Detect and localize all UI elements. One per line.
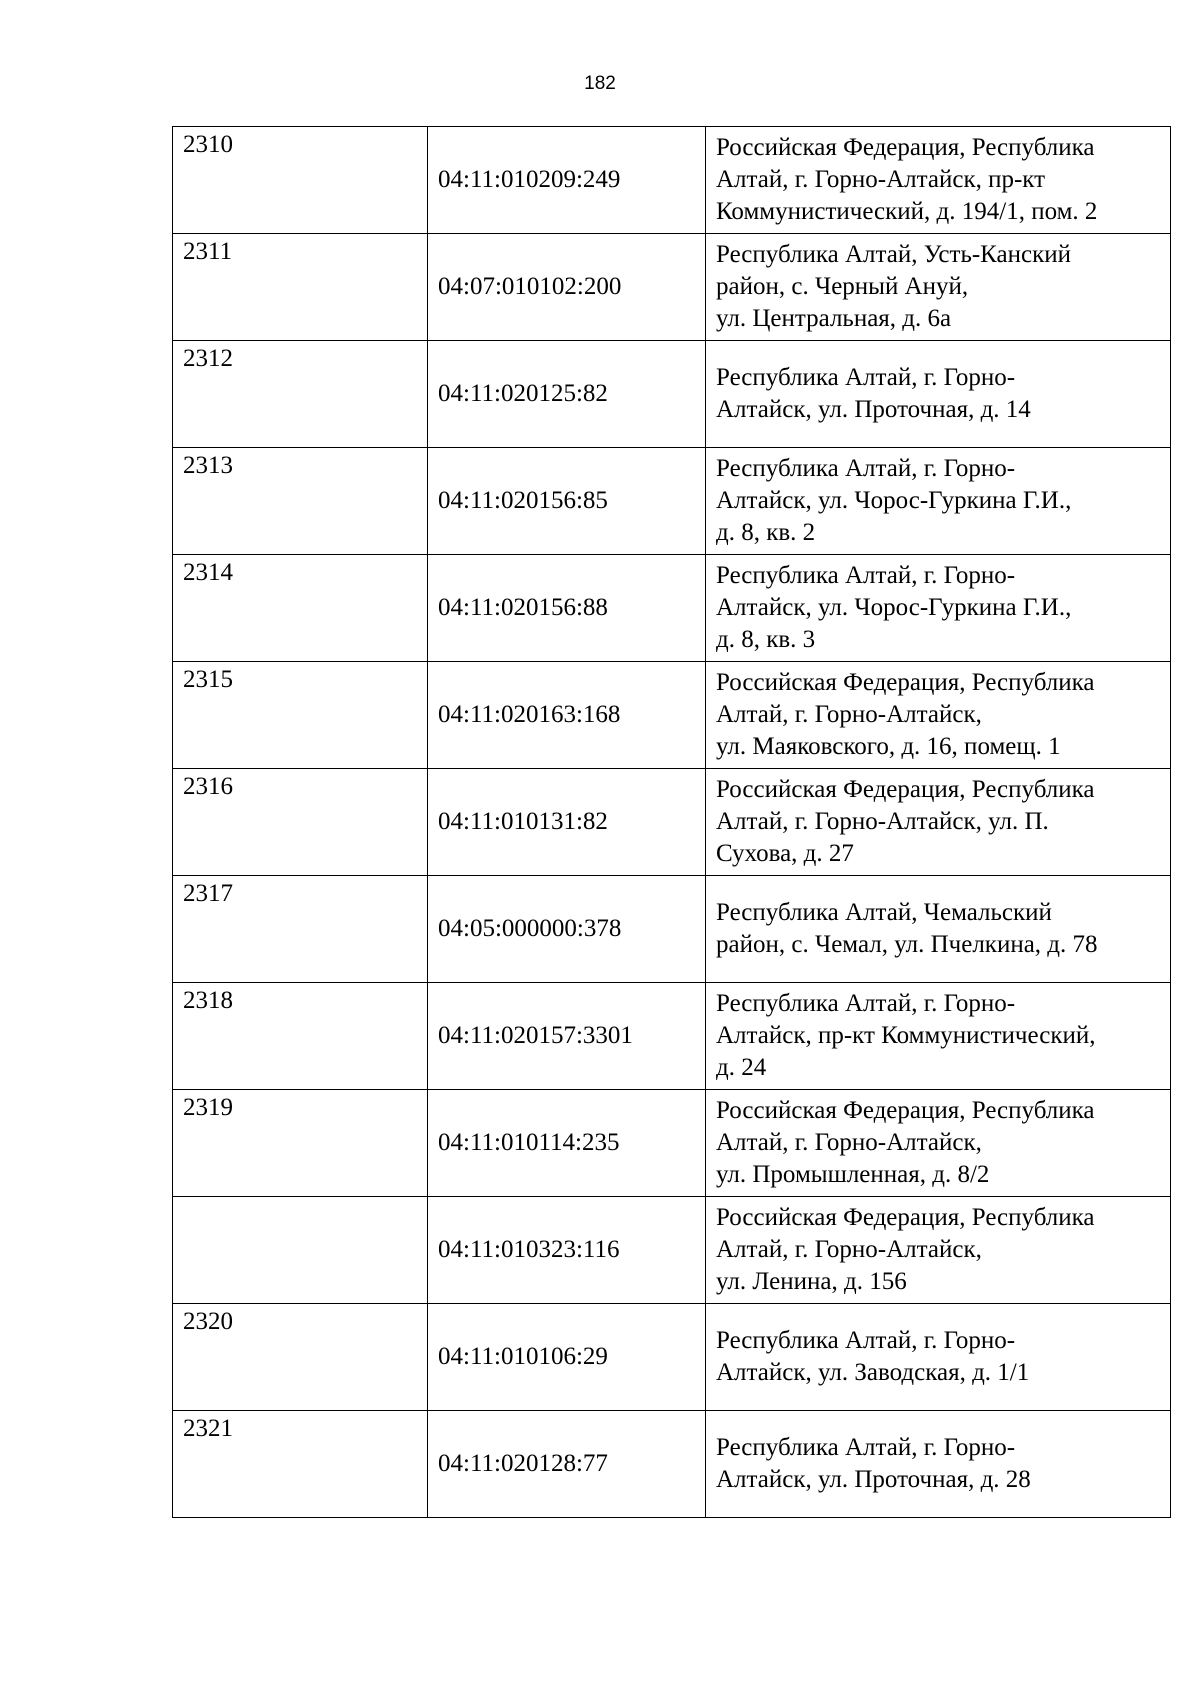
address-line: ул. Маяковского, д. 16, помещ. 1 — [716, 733, 1061, 760]
address-cell — [706, 1411, 1171, 1518]
address-cell — [706, 555, 1171, 662]
cadastral-number-cell: 04:11:010106:29 — [428, 1304, 706, 1411]
address-line: д. 8, кв. 3 — [716, 626, 816, 653]
address-cell — [706, 662, 1171, 769]
cadastral-number-cell: 04:11:020163:168 — [428, 662, 706, 769]
registry-table — [172, 126, 1171, 1518]
address-line: Сухова, д. 27 — [716, 840, 854, 867]
address-line: ул. Промышленная, д. 8/2 — [716, 1161, 990, 1188]
table-row — [173, 662, 1171, 769]
table-row — [173, 983, 1171, 1090]
address-line: Республика Алтай, г. Горно- — [716, 990, 1016, 1017]
cadastral-number-cell: 04:11:020125:82 — [428, 341, 706, 448]
address-cell — [706, 1197, 1171, 1304]
record-number-cell: 2316 — [173, 769, 428, 876]
address-line: Алтайск, ул. Заводская, д. 1/1 — [716, 1359, 1030, 1386]
record-number-cell: 2311 — [173, 234, 428, 341]
cadastral-number-cell: 04:11:020128:77 — [428, 1411, 706, 1518]
page-number: 182 — [584, 73, 616, 94]
cadastral-number-cell: 04:11:020156:85 — [428, 448, 706, 555]
address-line: Алтай, г. Горно-Алтайск, — [716, 1236, 982, 1263]
address-line: Республика Алтай, Усть-Канский — [716, 241, 1072, 268]
address-cell — [706, 341, 1171, 448]
address-line: Республика Алтай, г. Горно- — [716, 562, 1016, 589]
address-line: ул. Центральная, д. 6а — [716, 305, 952, 332]
address-cell — [706, 127, 1171, 234]
table-row — [173, 341, 1171, 448]
address-cell — [706, 448, 1171, 555]
table-row — [173, 769, 1171, 876]
address-cell — [706, 1090, 1171, 1197]
address-line: Республика Алтай, Чемальский — [716, 899, 1052, 926]
address-line: Российская Федерация, Республика — [716, 1204, 1095, 1231]
record-number-cell — [173, 1197, 428, 1304]
table-row — [173, 1304, 1171, 1411]
address-cell — [706, 769, 1171, 876]
record-number-cell: 2310 — [173, 127, 428, 234]
table-row — [173, 555, 1171, 662]
cadastral-number-cell: 04:11:010323:116 — [428, 1197, 706, 1304]
address-line: Российская Федерация, Республика — [716, 669, 1095, 696]
address-line: Российская Федерация, Республика — [716, 1097, 1095, 1124]
cadastral-number-cell: 04:11:020156:88 — [428, 555, 706, 662]
address-line: Алтайск, ул. Проточная, д. 14 — [716, 396, 1031, 423]
address-line: Российская Федерация, Республика — [716, 134, 1095, 161]
address-line: Алтайск, ул. Чорос-Гуркина Г.И., — [716, 487, 1072, 514]
address-cell — [706, 876, 1171, 983]
address-line: Республика Алтай, г. Горно- — [716, 1327, 1016, 1354]
table-row — [173, 1090, 1171, 1197]
table-row — [173, 234, 1171, 341]
address-line: Республика Алтай, г. Горно- — [716, 364, 1016, 391]
address-line: Коммунистический, д. 194/1, пом. 2 — [716, 198, 1098, 225]
address-line: Алтайск, пр-кт Коммунистический, — [716, 1022, 1096, 1049]
record-number-cell: 2312 — [173, 341, 428, 448]
cadastral-number-cell: 04:07:010102:200 — [428, 234, 706, 341]
address-line: Алтай, г. Горно-Алтайск, ул. П. — [716, 808, 1049, 835]
record-number-cell: 2318 — [173, 983, 428, 1090]
address-line: Алтай, г. Горно-Алтайск, — [716, 1129, 982, 1156]
address-line: д. 24 — [716, 1054, 767, 1081]
cadastral-number-cell: 04:11:010114:235 — [428, 1090, 706, 1197]
table-row — [173, 876, 1171, 983]
address-line: район, с. Черный Ануй, — [716, 273, 969, 300]
table-row — [173, 1197, 1171, 1304]
table-row — [173, 1411, 1171, 1518]
registry-table-body — [173, 127, 1171, 1518]
record-number-cell: 2313 — [173, 448, 428, 555]
record-number-cell: 2315 — [173, 662, 428, 769]
record-number-cell: 2320 — [173, 1304, 428, 1411]
address-line: район, с. Чемал, ул. Пчелкина, д. 78 — [716, 931, 1098, 958]
cadastral-number-cell: 04:11:010209:249 — [428, 127, 706, 234]
record-number-cell: 2319 — [173, 1090, 428, 1197]
address-line: Республика Алтай, г. Горно- — [716, 455, 1016, 482]
cadastral-number-cell: 04:11:020157:3301 — [428, 983, 706, 1090]
record-number-cell: 2317 — [173, 876, 428, 983]
table-row — [173, 127, 1171, 234]
table-row — [173, 448, 1171, 555]
address-line: ул. Ленина, д. 156 — [716, 1268, 907, 1295]
address-line: Республика Алтай, г. Горно- — [716, 1434, 1016, 1461]
address-line: Алтай, г. Горно-Алтайск, — [716, 701, 982, 728]
address-cell — [706, 234, 1171, 341]
cadastral-number-cell: 04:05:000000:378 — [428, 876, 706, 983]
record-number-cell: 2321 — [173, 1411, 428, 1518]
record-number-cell: 2314 — [173, 555, 428, 662]
address-line: Алтайск, ул. Чорос-Гуркина Г.И., — [716, 594, 1072, 621]
address-line: Алтай, г. Горно-Алтайск, пр-кт — [716, 166, 1046, 193]
address-line: Алтайск, ул. Проточная, д. 28 — [716, 1466, 1031, 1493]
address-line: Российская Федерация, Республика — [716, 776, 1095, 803]
address-cell — [706, 1304, 1171, 1411]
cadastral-number-cell: 04:11:010131:82 — [428, 769, 706, 876]
address-cell — [706, 983, 1171, 1090]
address-line: д. 8, кв. 2 — [716, 519, 816, 546]
